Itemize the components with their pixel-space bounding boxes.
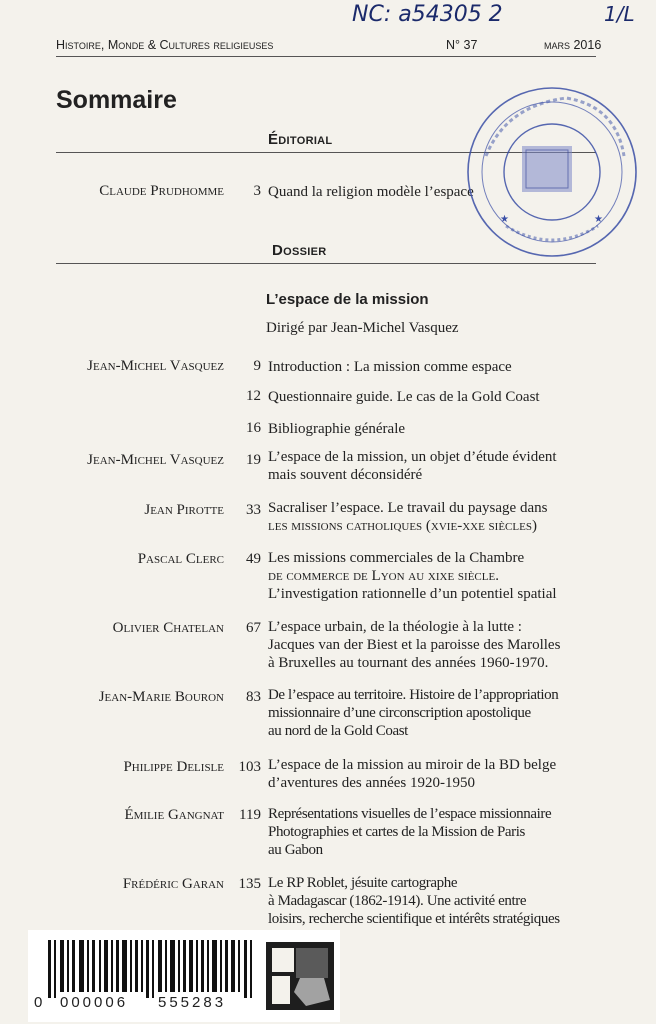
- journal-title: Histoire, Monde & Cultures religieuses: [56, 38, 274, 52]
- toc-title: Sacraliser l’espace. Le travail du paysage dans les missions catholiques (xvie-xxe siècles): [268, 500, 548, 534]
- toc-page: 33: [246, 502, 261, 518]
- toc-author: Pascal Clerc: [137, 551, 224, 567]
- editorial-title: Quand la religion modèle l’espace: [268, 184, 474, 200]
- toc-author: Philippe Delisle: [123, 759, 224, 775]
- toc-author: Frédéric Garan: [122, 876, 224, 892]
- toc-title: Représentations visuelles de l’espace missionnaire Photographies et cartes de la Mission de Paris au Gabon: [268, 806, 552, 858]
- barcode-digit-left: 0: [34, 994, 45, 1011]
- header-rule: [56, 56, 596, 57]
- publisher-logo: [266, 942, 334, 1010]
- editorial-page: 3: [253, 183, 261, 199]
- svg-text:★: ★: [500, 214, 509, 225]
- toc-author: Jean-Michel Vasquez: [87, 358, 224, 374]
- issue-date: mars 2016: [544, 38, 602, 52]
- toc-page: 12: [246, 388, 261, 404]
- barcode-label: [28, 930, 340, 1022]
- toc-title: L’espace de la mission, un objet d’étude évident mais souvent déconsidéré: [268, 449, 557, 483]
- toc-page: 103: [238, 759, 261, 775]
- barcode-digits-group2: 555283: [158, 994, 227, 1011]
- toc-title: Le RP Roblet, jésuite cartographe à Madagascar (1862-1914). Une activité entre loisirs, recherche scientifique et intérêts stratégiques: [268, 875, 560, 927]
- toc-title: Questionnaire guide. Le cas de la Gold Coast: [268, 389, 540, 405]
- toc-page: 9: [253, 358, 261, 374]
- barcode-bars: [48, 940, 262, 998]
- toc-page: 67: [246, 620, 261, 636]
- toc-title: De l’espace au territoire. Histoire de l’appropriation missionnaire d’une circonscription apostolique au nord de la Gold Coast: [268, 687, 559, 739]
- toc-title: Introduction : La mission comme espace: [268, 359, 512, 375]
- barcode-digits-group1: 000006: [60, 994, 129, 1011]
- toc-title: L’espace de la mission au miroir de la BD belge d’aventures des années 1920-1950: [268, 757, 557, 791]
- handwritten-reference: NC: a54305 2: [352, 2, 503, 27]
- toc-page: 83: [246, 689, 261, 705]
- toc-page: 119: [239, 807, 261, 823]
- page-title: Sommaire: [56, 86, 177, 114]
- toc-page: 135: [238, 876, 261, 892]
- toc-author: Émilie Gangnat: [124, 807, 224, 823]
- issue-number: N° 37: [446, 38, 478, 52]
- toc-title: Les missions commerciales de la Chambre de commerce de Lyon au xixe siècle. L’investigation rationnelle d’un potentiel spatial: [268, 550, 557, 602]
- toc-author: Olivier Chatelan: [112, 620, 224, 636]
- dossier-director: Dirigé par Jean-Michel Vasquez: [266, 320, 459, 336]
- dossier-heading: Dossier: [272, 242, 327, 259]
- svg-text:★: ★: [594, 214, 603, 225]
- toc-title: L’espace urbain, de la théologie à la lutte : Jacques van der Biest et la paroisse des Marolles à Bruxelles au tournant des années 1960-1970.: [268, 619, 561, 671]
- toc-author: Jean-Michel Vasquez: [87, 452, 224, 468]
- editorial-heading: Éditorial: [268, 131, 333, 148]
- toc-title: Bibliographie générale: [268, 421, 406, 437]
- dossier-theme-title: L’espace de la mission: [266, 291, 429, 308]
- toc-author: Jean Pirotte: [144, 502, 224, 518]
- toc-page: 49: [246, 551, 261, 567]
- toc-page: 16: [246, 420, 261, 436]
- dossier-rule: [56, 263, 596, 264]
- handwritten-corner-mark: 1/L: [604, 2, 635, 26]
- editorial-author: Claude Prudhomme: [99, 183, 224, 199]
- toc-author: Jean-Marie Bouron: [98, 689, 224, 705]
- toc-page: 19: [246, 452, 261, 468]
- library-stamp: [466, 86, 638, 258]
